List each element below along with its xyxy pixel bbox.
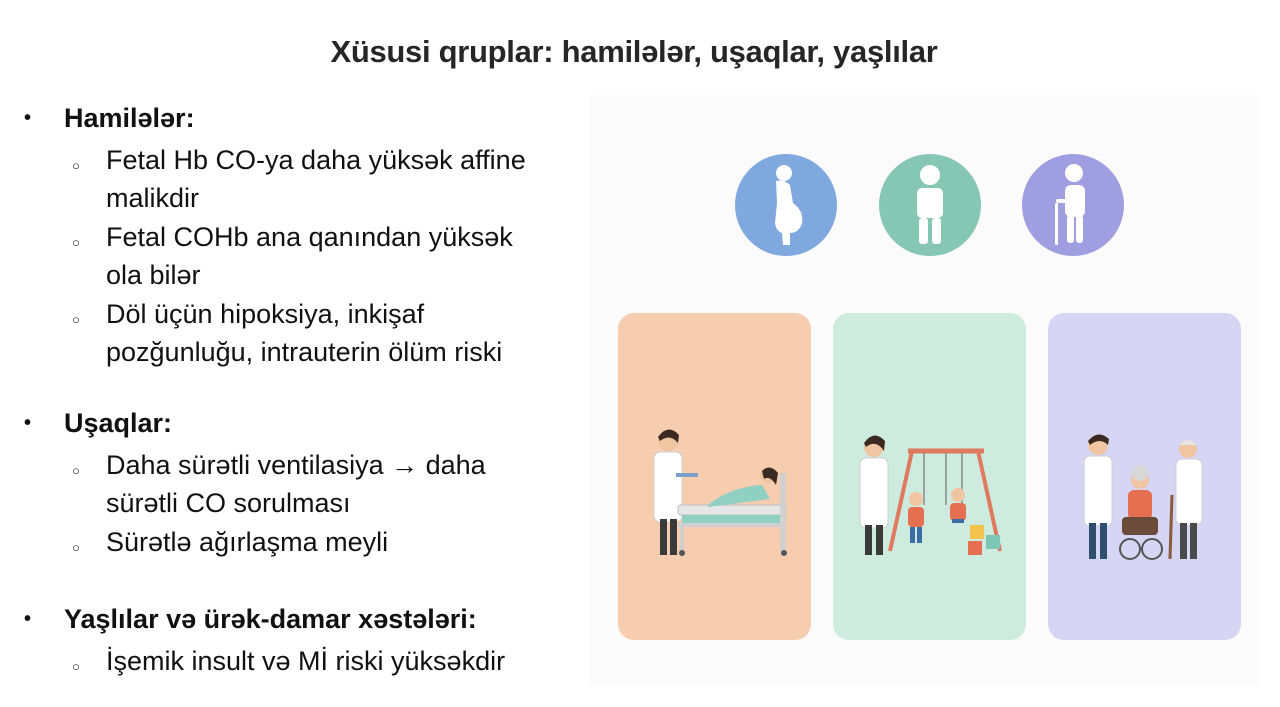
- group-heading: [24, 100, 604, 139]
- bullet-dot: •: [24, 608, 32, 630]
- child-icon: [879, 154, 981, 256]
- group-children: [24, 405, 604, 567]
- list-item: [72, 141, 604, 217]
- sub-bullet: ○: [72, 540, 80, 555]
- list-item: [72, 446, 604, 522]
- list-item: [72, 295, 604, 371]
- sub-bullet: ○: [72, 158, 80, 173]
- list-item: [72, 523, 604, 567]
- elderly-care-scene: [1048, 313, 1241, 640]
- group-heading: [24, 405, 604, 444]
- playground-scene: [833, 313, 1026, 640]
- list-item-text: Fetal COHb ana qanından yüksək ola bilər: [106, 222, 513, 290]
- list-item-text: Daha sürətli ventilasiya → daha sürətli CO sorulması: [106, 450, 486, 518]
- list-item-text: İşemik insult və Mİ riski yüksəkdir: [106, 646, 506, 676]
- list-item-text: Fetal Hb CO-ya daha yüksək affine malikdir: [106, 145, 526, 213]
- sub-bullet: ○: [72, 463, 80, 478]
- illustration: [590, 95, 1260, 685]
- group-heading-text: Hamilələr:: [64, 103, 195, 133]
- group-heading-text: Uşaqlar:: [64, 408, 173, 438]
- group-heading-text: Yaşlılar və ürək-damar xəstələri:: [64, 604, 477, 634]
- group-pregnant: [24, 100, 604, 371]
- elderly-person-icon: [1022, 154, 1124, 256]
- bullet-dot: •: [24, 412, 32, 434]
- bullet-dot: •: [24, 107, 32, 129]
- group-heading: [24, 601, 604, 640]
- sub-bullet: ○: [72, 235, 80, 250]
- sub-bullet: ○: [72, 312, 80, 327]
- group-elderly: [24, 601, 604, 686]
- list-item: [72, 642, 604, 686]
- list-item-text: Sürətlə ağırlaşma meyli: [106, 527, 389, 557]
- pregnant-woman-icon: [735, 154, 837, 256]
- slide-title: Xüsusi qruplar: hamilələr, uşaqlar, yaşlılar: [330, 34, 938, 69]
- list-item: [72, 218, 604, 294]
- hospital-bed-scene: [618, 313, 811, 640]
- sub-bullet: ○: [72, 659, 80, 674]
- list-item-text: Döl üçün hipoksiya, inkişaf pozğunluğu, intrauterin ölüm riski: [106, 299, 503, 367]
- bullet-list: [24, 100, 604, 687]
